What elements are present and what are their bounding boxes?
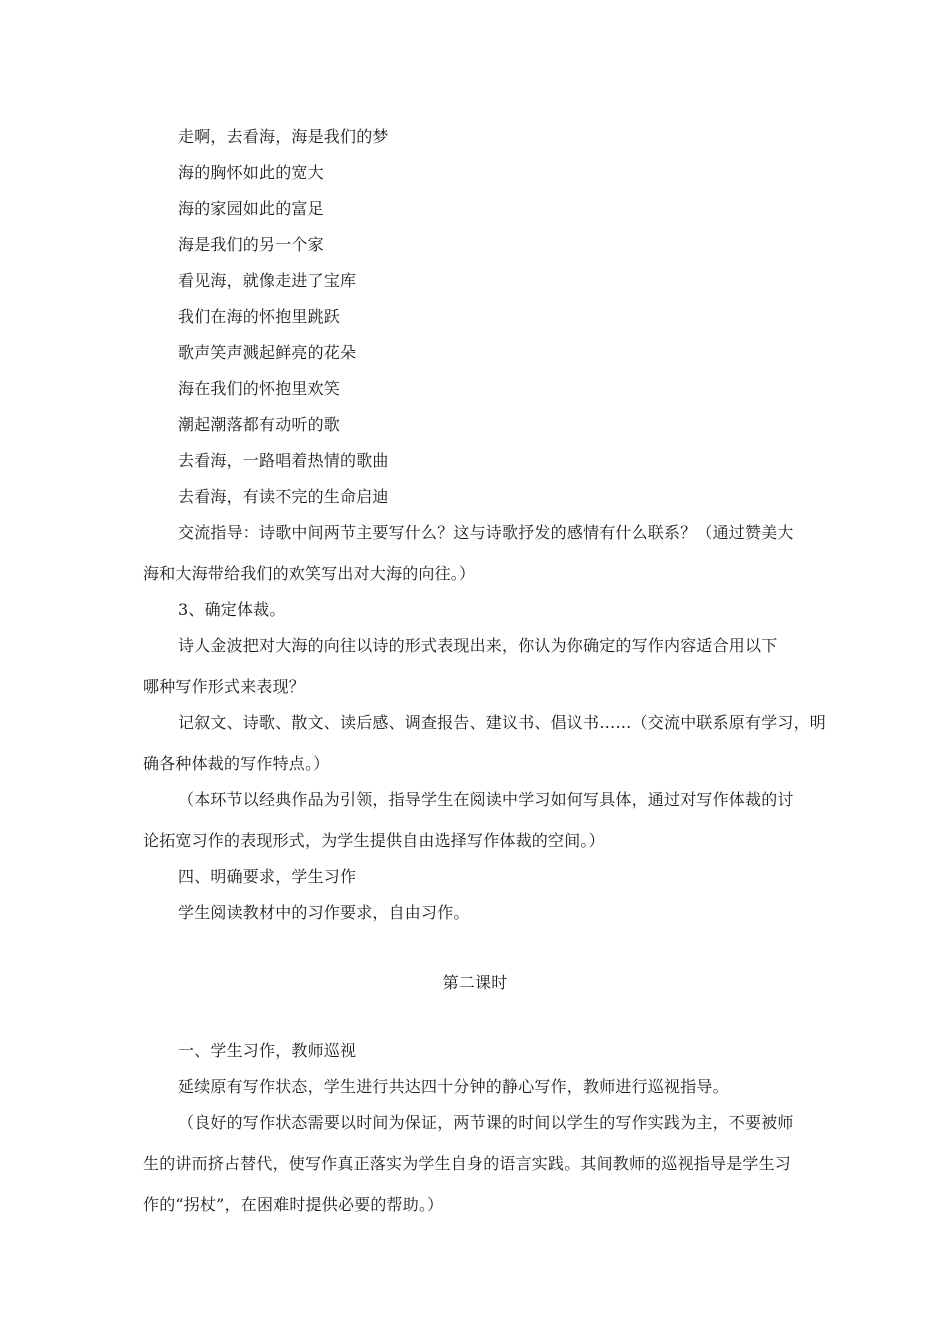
poem-line: 看见海，就像走进了宝库 xyxy=(178,271,357,290)
writing-state-note: （良好的写作状态需要以时间为保证，两节课的时间以学生的写作实践为主，不要被师 xyxy=(178,1113,794,1132)
poem-line: 去看海，有读不完的生命启迪 xyxy=(178,487,389,506)
poem-line: 走啊，去看海，海是我们的梦 xyxy=(178,127,389,146)
poem-line: 去看海，一路唱着热情的歌曲 xyxy=(178,451,389,470)
poem-line: 海的家园如此的富足 xyxy=(178,199,324,218)
poem-line: 歌声笑声溅起鲜亮的花朵 xyxy=(178,343,357,362)
genre-list-paragraph: 记叙文、诗歌、散文、读后感、调查报告、建议书、倡议书……（交流中联系原有学习，明 xyxy=(178,713,827,732)
lesson2-title: 第二课时 xyxy=(442,973,508,992)
step3-heading: 3、确定体裁。 xyxy=(178,600,286,619)
section4-text: 学生阅读教材中的习作要求，自由习作。 xyxy=(178,903,470,922)
poem-line: 潮起潮落都有动听的歌 xyxy=(178,415,341,434)
lesson2-section1-text: 延续原有写作状态，学生进行共达四十分钟的静心写作，教师进行巡视指导。 xyxy=(178,1077,729,1096)
section4-heading: 四、明确要求，学生习作 xyxy=(178,867,357,886)
design-note-paragraph: （本环节以经典作品为引领，指导学生在阅读中学习如何写具体，通过对写作体裁的讨 xyxy=(178,790,794,809)
writing-state-note-cont: 作的“拐杖”，在困难时提供必要的帮助。） xyxy=(143,1195,444,1214)
lesson2-section1-heading: 一、学生习作，教师巡视 xyxy=(178,1041,357,1060)
design-note-paragraph-cont: 论拓宽习作的表现形式，为学生提供自由选择写作体裁的空间。） xyxy=(143,831,605,850)
genre-list-paragraph-cont: 确各种体裁的写作特点。） xyxy=(143,754,330,773)
poem-line: 海在我们的怀抱里欢笑 xyxy=(178,379,341,398)
writing-state-note-cont: 生的讲而挤占替代，使写作真正落实为学生自身的语言实践。其间教师的巡视指导是学生习 xyxy=(143,1154,792,1173)
genre-question-paragraph: 诗人金波把对大海的向往以诗的形式表现出来，你认为你确定的写作内容适合用以下 xyxy=(178,636,778,655)
exchange-guidance-paragraph: 交流指导：诗歌中间两节主要写什么？这与诗歌抒发的感情有什么联系？（通过赞美大 xyxy=(178,523,794,542)
poem-line: 我们在海的怀抱里跳跃 xyxy=(178,307,341,326)
poem-line: 海是我们的另一个家 xyxy=(178,235,324,254)
genre-question-paragraph-cont: 哪种写作形式来表现？ xyxy=(143,677,306,696)
poem-line: 海的胸怀如此的宽大 xyxy=(178,163,324,182)
exchange-guidance-paragraph-cont: 海和大海带给我们的欢笑写出对大海的向往。） xyxy=(143,564,476,583)
